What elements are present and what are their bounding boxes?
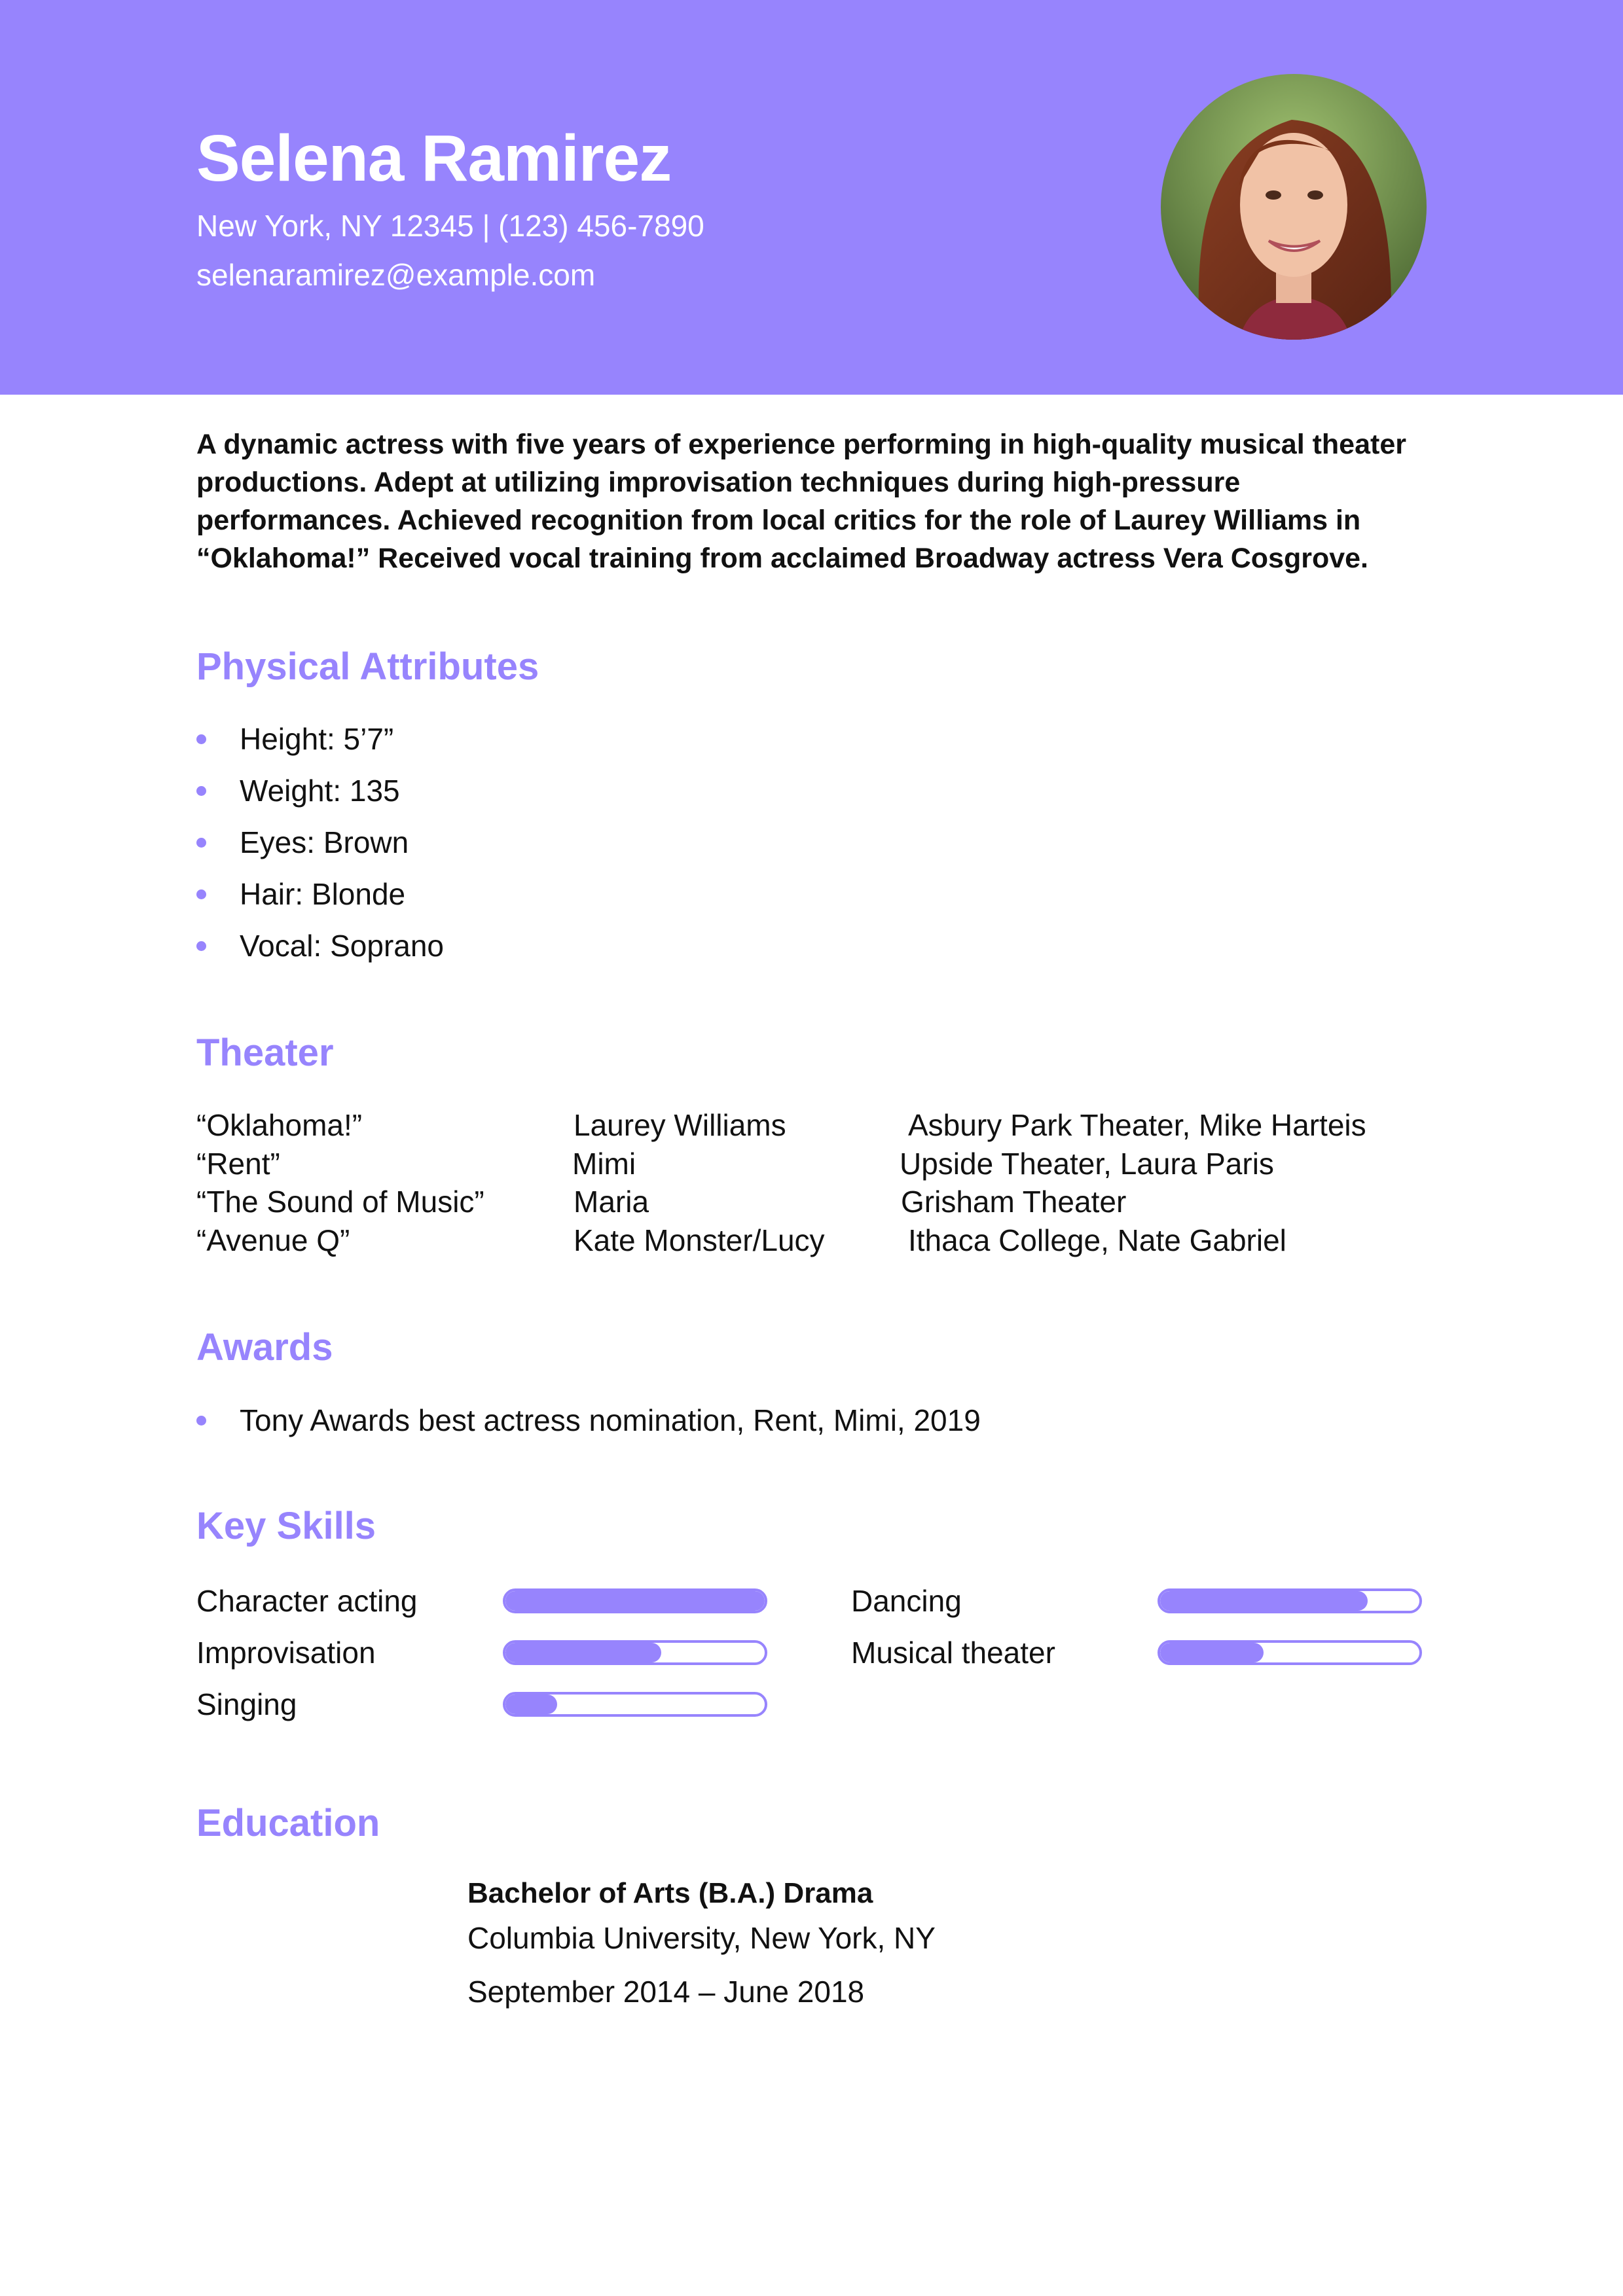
list-item: Hair: Blonde — [196, 869, 444, 920]
email-address: selenaramirez@example.com — [196, 258, 596, 292]
bullet-dot-icon — [196, 1416, 206, 1426]
physical-attributes-list — [196, 713, 444, 972]
skill-label: Improvisation — [196, 1636, 376, 1670]
skill-level-bar — [1158, 1640, 1422, 1665]
table-row — [196, 1221, 1440, 1260]
list-item: Height: 5’7” — [196, 713, 444, 765]
profile-photo — [1161, 74, 1427, 340]
role-name: Laurey Williams — [574, 1108, 786, 1142]
skill-level-bar — [503, 1588, 767, 1613]
skill-label: Dancing — [851, 1584, 962, 1618]
bullet-dot-icon — [196, 838, 206, 848]
skill-label: Singing — [196, 1687, 297, 1721]
show-title: “Avenue Q” — [196, 1223, 350, 1257]
list-item: Vocal: Soprano — [196, 920, 444, 972]
list-item: Tony Awards best actress nomination, Rent, Mimi, 2019 — [196, 1395, 981, 1446]
table-row — [196, 1145, 1440, 1183]
attendance-dates: September 2014 – June 2018 — [467, 1975, 865, 2009]
skill-level-bar — [1158, 1588, 1422, 1613]
bullet-dot-icon — [196, 786, 206, 796]
list-item: Weight: 135 — [196, 765, 444, 817]
skill-level-fill — [1160, 1643, 1264, 1662]
list-item: Eyes: Brown — [196, 817, 444, 869]
skill-level-fill — [505, 1591, 765, 1611]
show-title: “The Sound of Music” — [196, 1185, 484, 1219]
bullet-dot-icon — [196, 941, 206, 951]
skill-level-bar — [503, 1692, 767, 1717]
school-name: Columbia University, New York, NY — [467, 1921, 936, 1955]
section-title-awards: Awards — [196, 1326, 333, 1369]
role-name: Mimi — [572, 1146, 636, 1181]
section-title-education: Education — [196, 1802, 380, 1844]
skill-label: Musical theater — [851, 1636, 1055, 1670]
show-title: “Oklahoma!” — [196, 1108, 363, 1142]
theater-credits-table — [196, 1106, 1440, 1259]
section-title-key-skills: Key Skills — [196, 1505, 376, 1547]
table-row — [196, 1183, 1440, 1221]
skill-level-bar — [503, 1640, 767, 1665]
candidate-name: Selena Ramirez — [196, 122, 672, 195]
table-row — [196, 1106, 1440, 1145]
header-banner — [0, 0, 1623, 395]
skill-level-fill — [505, 1695, 557, 1714]
professional-summary: A dynamic actress with five years of experience performing in high-quality musical theater productions. Adept at utilizing improvisation techniques during high-pressure performances. Achieved recognition from local critics for the role of Laurey Williams in “Oklahoma!” Received vocal training from acclaimed Broadway actress Vera Cosgrove. — [196, 429, 1406, 574]
location-phone: New York, NY 12345 | (123) 456-7890 — [196, 209, 704, 243]
awards-list — [196, 1395, 981, 1446]
skill-level-fill — [505, 1643, 661, 1662]
venue-director: Ithaca College, Nate Gabriel — [908, 1223, 1286, 1257]
show-title: “Rent” — [196, 1146, 280, 1181]
role-name: Kate Monster/Lucy — [574, 1223, 825, 1257]
venue-director: Upside Theater, Laura Paris — [900, 1146, 1274, 1181]
venue-director: Asbury Park Theater, Mike Harteis — [908, 1108, 1366, 1142]
skill-level-fill — [1160, 1591, 1368, 1611]
section-title-physical-attributes: Physical Attributes — [196, 645, 539, 688]
section-title-theater: Theater — [196, 1031, 334, 1074]
role-name: Maria — [574, 1185, 649, 1219]
skill-label: Character acting — [196, 1584, 418, 1618]
bullet-dot-icon — [196, 889, 206, 899]
venue-director: Grisham Theater — [901, 1185, 1127, 1219]
degree-title: Bachelor of Arts (B.A.) Drama — [467, 1877, 873, 1909]
bullet-dot-icon — [196, 734, 206, 744]
